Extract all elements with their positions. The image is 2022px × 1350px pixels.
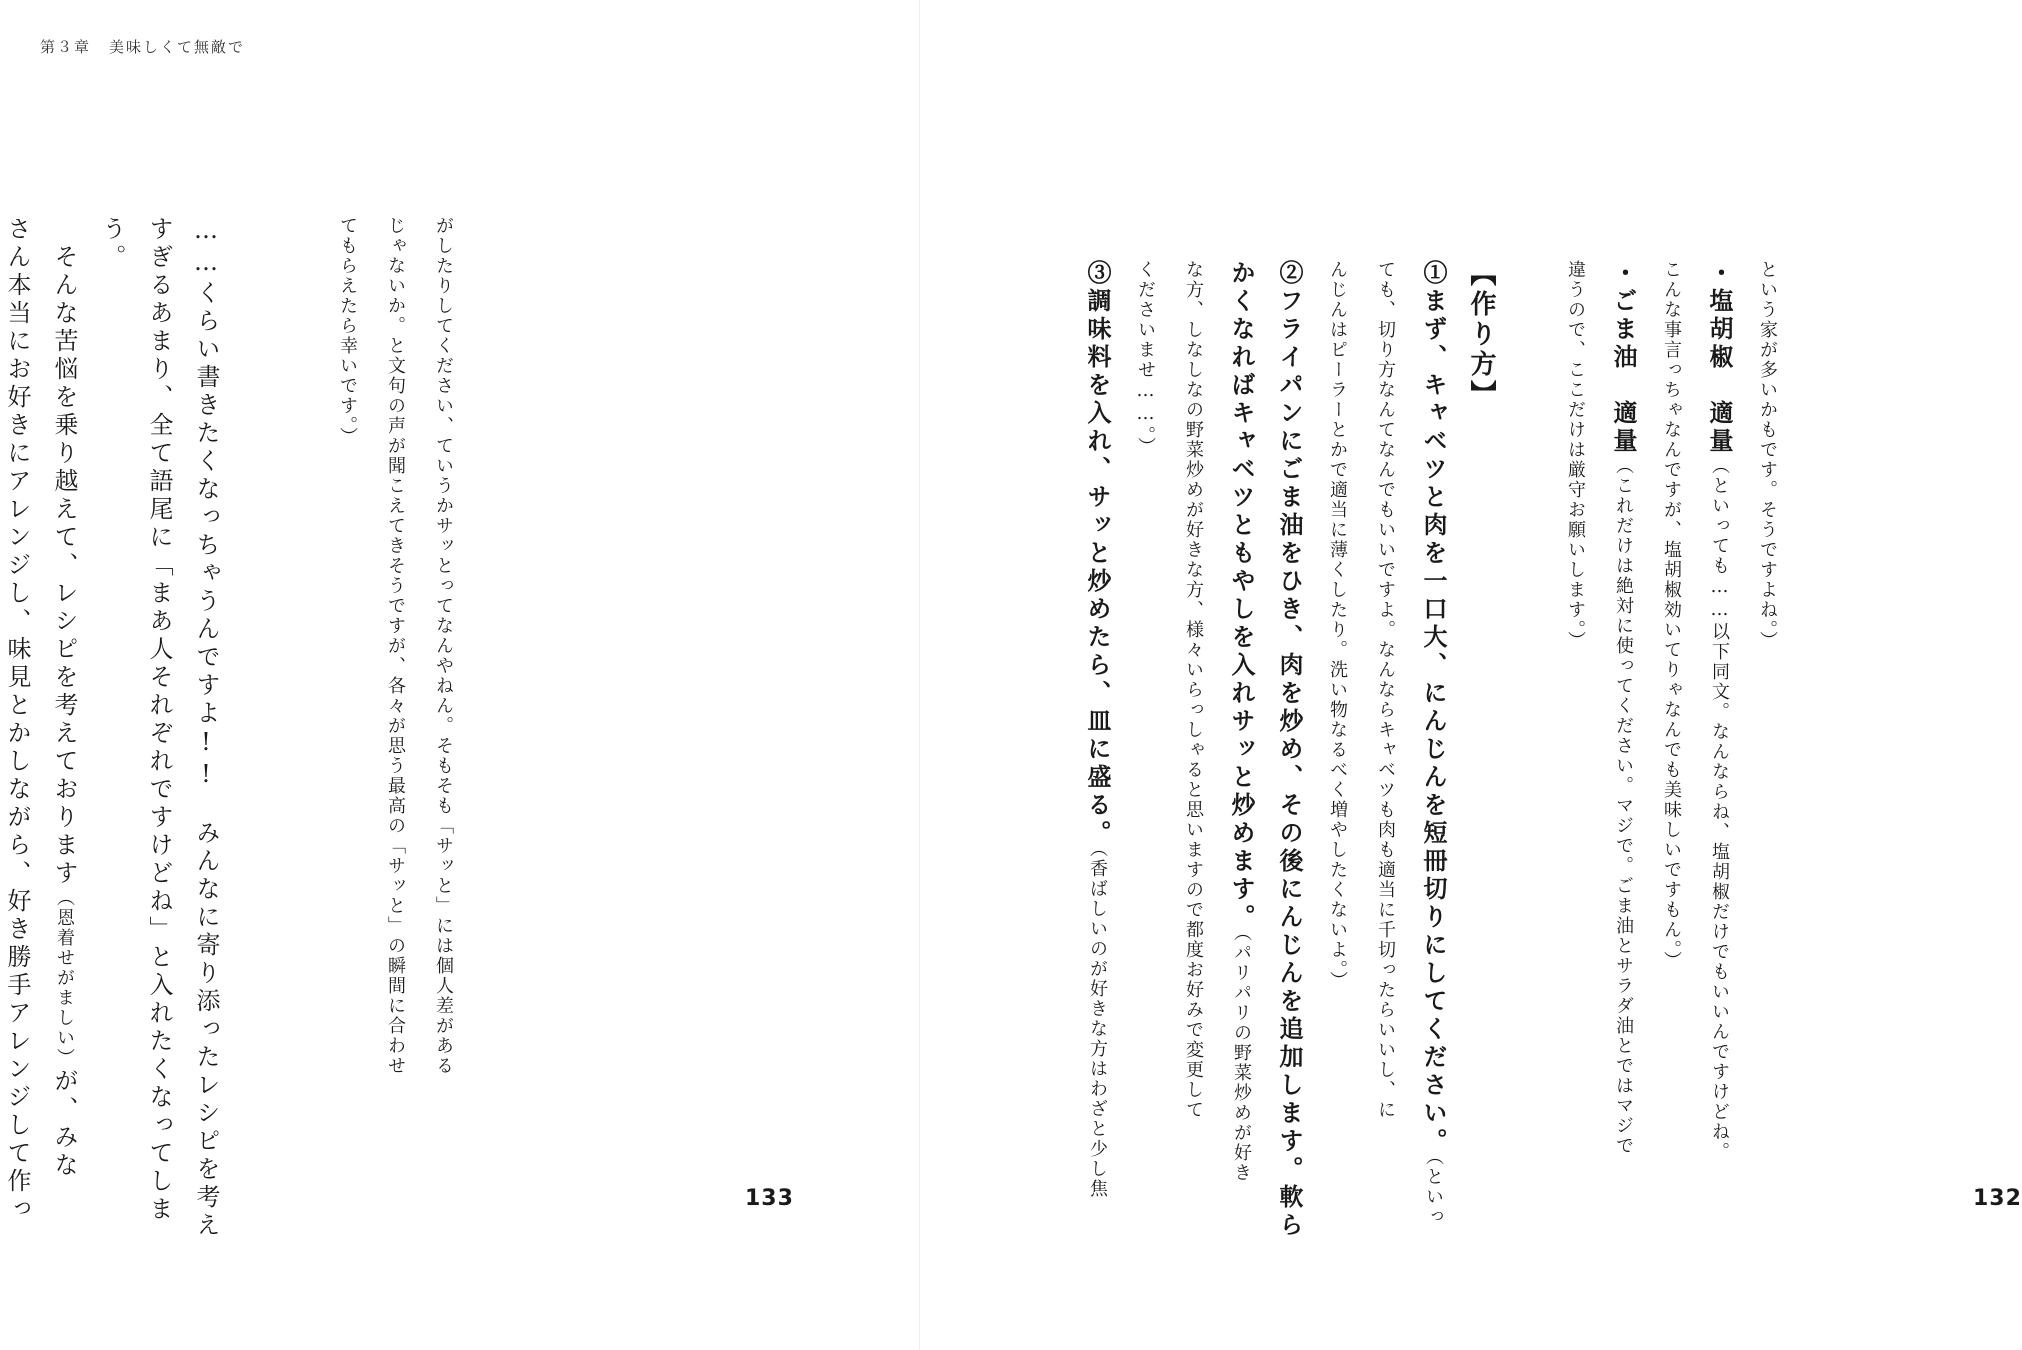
text-run: 【作り方】	[1466, 260, 1496, 410]
text-column	[1217, 260, 1265, 1190]
text-column	[182, 216, 229, 1240]
text-column	[1504, 260, 1551, 1190]
text-column	[276, 216, 323, 1146]
text-run: ②フライパンにごま油をひき、肉を炒め、その後にんじんを追加します。軟ら	[1275, 260, 1304, 1240]
text-column	[1169, 260, 1217, 1190]
text-run: う。	[98, 216, 126, 272]
text-run: くださいませ……。）	[1135, 260, 1156, 457]
text-column	[229, 216, 276, 1146]
text-run: がしたりしてください、ていうかサッとってなんやねん。そもそも「サッと」には個人差がある	[433, 216, 454, 1076]
text-run: （といっ	[1423, 1156, 1444, 1227]
text-column	[323, 216, 371, 1146]
text-run: という家が多いかもです。そうですよね。）	[1757, 260, 1778, 651]
chapter-title: 美味しくて無敵で	[109, 38, 246, 56]
text-run: じゃないか。と文句の声が聞こえてきそうですが、各々が思う最高の「サッと」の瞬間に合わせ	[385, 216, 406, 1076]
text-run: 違うので、ここだけは厳守お願いします。）	[1565, 260, 1586, 651]
text-column	[1313, 260, 1361, 1190]
text-run: ③調味料を入れ、サッと炒めたら、皿に盛る。	[1083, 260, 1112, 848]
text-column	[135, 216, 182, 1224]
text-column	[1457, 260, 1504, 1190]
page-132-body	[1073, 260, 1791, 1240]
text-run: （といっても……以下同文。なんならね、塩胡椒だけでもいいんですけどね。	[1709, 456, 1730, 1162]
text-run: こんな事言っちゃなんですが、塩胡椒効いてりゃなんでも美味しいですもん。）	[1661, 260, 1682, 971]
text-column	[40, 216, 88, 1180]
text-column	[1265, 260, 1313, 1240]
text-column	[1073, 260, 1121, 1199]
text-column	[371, 216, 419, 1146]
page-132	[919, 0, 2022, 1350]
text-run: すぎるあまり、全て語尾に「まあ人それぞれですけどね」と入れたくなってしま	[145, 216, 173, 1224]
text-column	[1743, 260, 1791, 1190]
page-number-132: 132	[1973, 1186, 2022, 1211]
text-column	[1695, 260, 1743, 1190]
page-number-133: 133	[745, 1186, 794, 1211]
text-column	[1599, 260, 1647, 1190]
page-133	[0, 0, 919, 1350]
text-column	[88, 216, 135, 1146]
text-run: かくなればキャベツともやしを入れサッと炒めます。	[1227, 260, 1256, 932]
text-column	[1121, 260, 1169, 1190]
text-run: そんな苦悩を乗り越えて、レシピを考えております	[50, 216, 78, 888]
text-run: んじんはピーラーとかで適当に薄くしたり。洗い物なるべく増やしたくないよ。）	[1327, 260, 1348, 991]
page-133-body	[0, 216, 467, 1240]
text-run: ても、切り方なんてなんでもいいですよ。なんならキャベツも肉も適当に千切ったらいいし、に	[1375, 260, 1396, 1120]
text-column	[419, 216, 467, 1146]
text-run: ・塩胡椒 適量	[1705, 260, 1734, 456]
text-run: （パリパリの野菜炒めが好き	[1231, 932, 1252, 1183]
text-run: てもらえたら幸いです。）	[337, 216, 358, 447]
text-column	[1361, 260, 1409, 1190]
text-run: さん本当にお好きにアレンジし、味見とかしながら、好き勝手アレンジして作っ	[3, 216, 31, 1224]
text-column	[1551, 260, 1599, 1190]
text-run: が、みな	[50, 1068, 78, 1180]
text-run: ……くらい書きたくなっちゃうんですよ!! みんなに寄り添ったレシピを考え	[192, 216, 220, 1240]
text-run: ・ごま油 適量	[1609, 260, 1638, 456]
chapter-number: 第３章	[40, 38, 92, 56]
text-run: ①まず、キャベツと肉を一口大、にんじんを短冊切りにしてください。	[1419, 260, 1448, 1156]
text-run: （恩着せがましい）	[54, 888, 75, 1068]
text-run: （香ばしいのが好きな方はわざと少し焦	[1087, 848, 1108, 1199]
text-run: （これだけは絶対に使ってください。マジで。ごま油とサラダ油とではマジで	[1613, 456, 1634, 1156]
text-column	[1647, 260, 1695, 1190]
text-column	[0, 216, 40, 1224]
text-column	[1409, 260, 1457, 1227]
text-run: な方、しなしなの野菜炒めが好きな方、様々いらっしゃると思いますので都度お好みで変更して	[1183, 260, 1204, 1120]
